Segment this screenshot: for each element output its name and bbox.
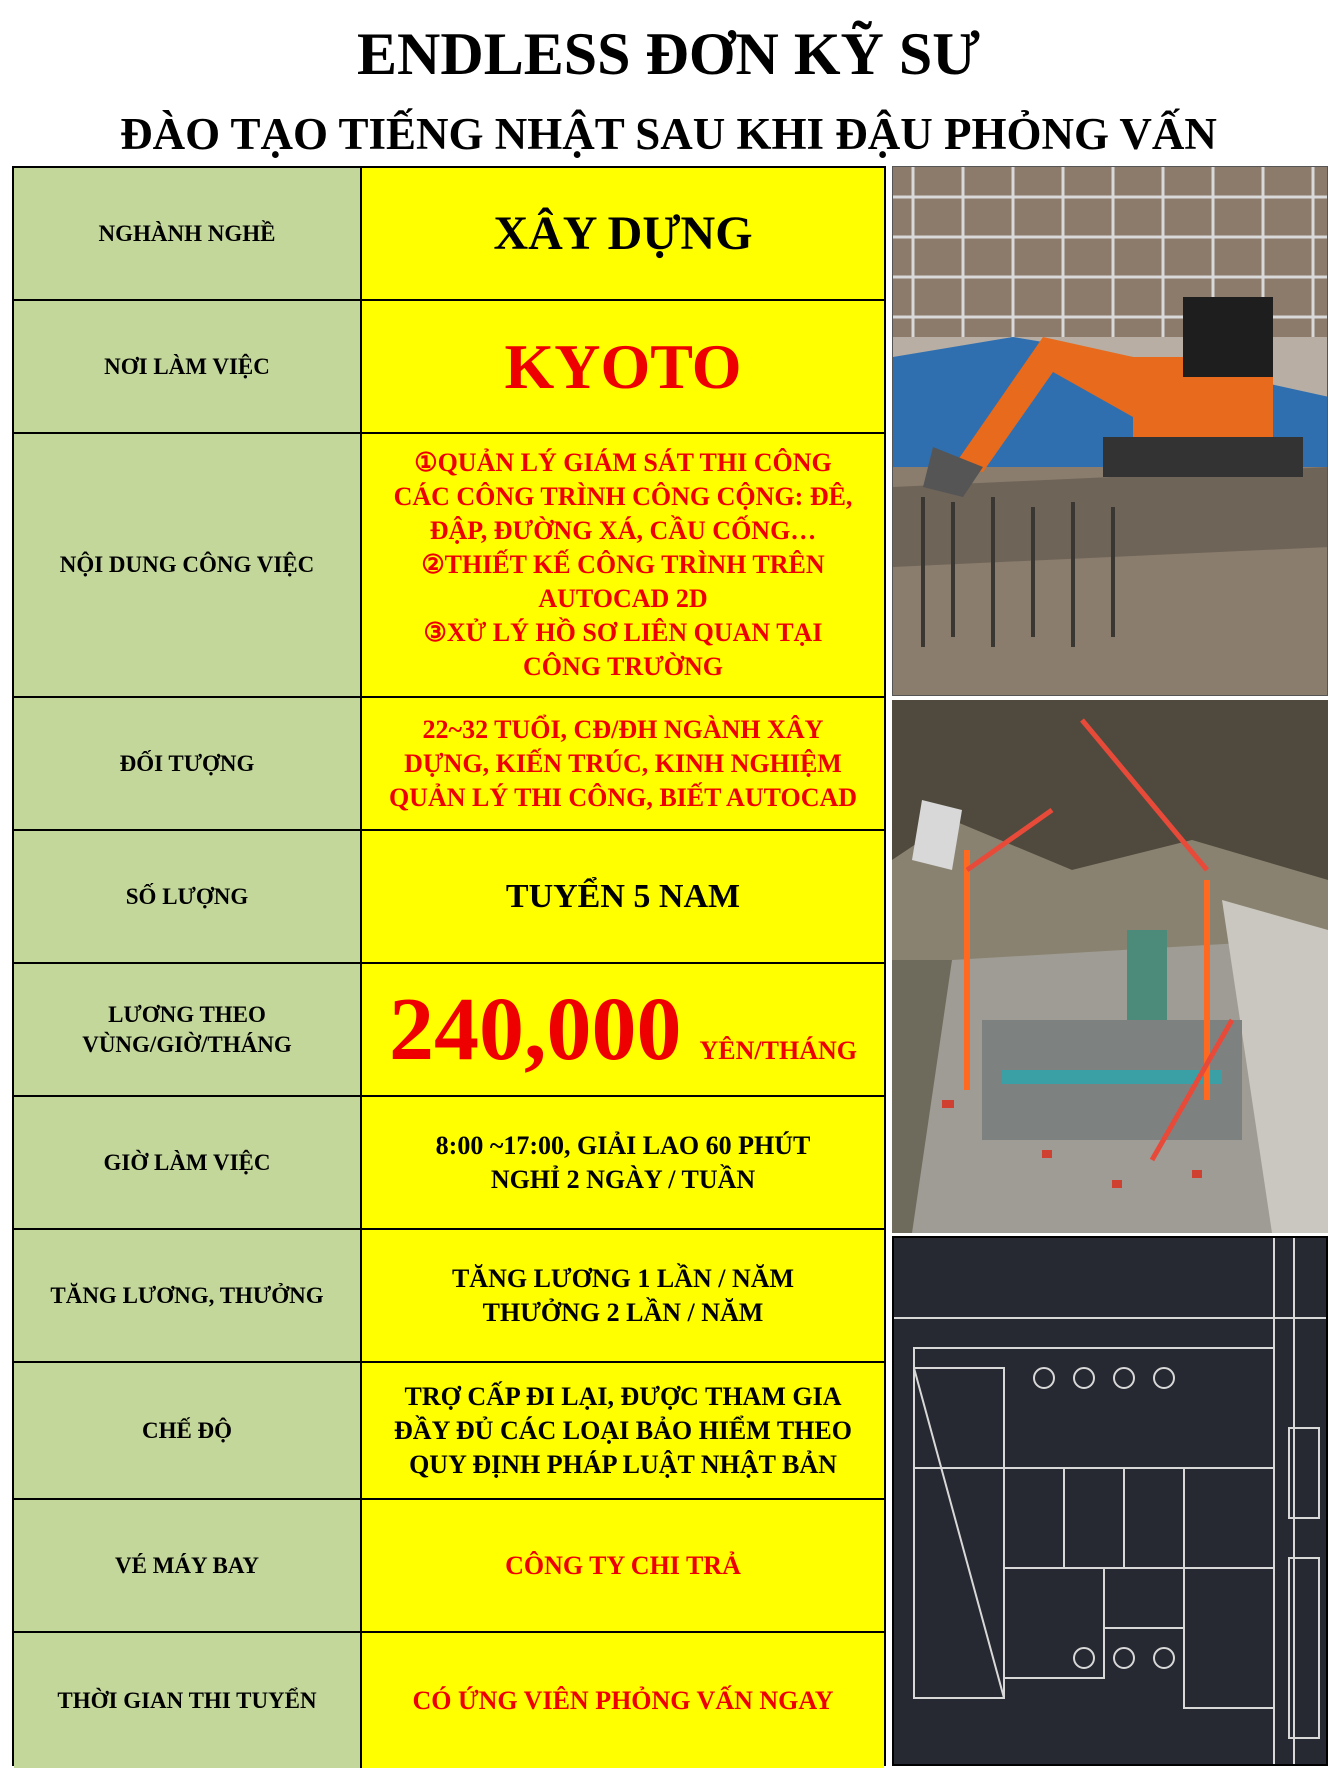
excavator-photo (892, 166, 1328, 696)
label-salary (14, 964, 362, 1097)
label-location: NƠI LÀM VIỆC (14, 301, 362, 434)
label-target: ĐỐI TƯỢNG (14, 698, 362, 831)
value-target (362, 698, 884, 831)
value-interview: CÓ ỨNG VIÊN PHỎNG VẤN NGAY (362, 1633, 884, 1768)
salary-label-line: LƯƠNG THEO (108, 1001, 266, 1027)
target-line: QUẢN LÝ THI CÔNG, BIẾT AUTOCAD (388, 782, 858, 812)
value-raise (362, 1230, 884, 1363)
salary-amount: 240,000 (389, 980, 682, 1079)
benefits-line: QUY ĐỊNH PHÁP LUẬT NHẬT BẢN (409, 1449, 837, 1479)
benefits-line: TRỢ CẤP ĐI LẠI, ĐƯỢC THAM GIA (404, 1381, 842, 1411)
target-line: DỰNG, KIẾN TRÚC, KINH NGHIỆM (404, 748, 842, 778)
duties-line: ②THIẾT KẾ CÔNG TRÌNH TRÊN (421, 550, 825, 579)
value-location: KYOTO (362, 301, 884, 434)
raise-line: THƯỞNG 2 LẦN / NĂM (482, 1297, 764, 1327)
label-interview: THỜI GIAN THI TUYỂN (14, 1633, 362, 1768)
dam-construction-photo (892, 700, 1328, 1233)
duties-line: ĐẬP, ĐƯỜNG XÁ, CẦU CỐNG… (429, 516, 817, 545)
duties-line: ①QUẢN LÝ GIÁM SÁT THI CÔNG (414, 448, 832, 477)
value-salary (362, 964, 884, 1097)
label-duties: NỘI DUNG CÔNG VIỆC (14, 434, 362, 698)
page-title: ENDLESS ĐƠN KỸ SƯ (357, 21, 980, 87)
hours-line: 8:00 ~17:00, GIẢI LAO 60 PHÚT (435, 1130, 811, 1160)
autocad-plan-image (892, 1236, 1328, 1766)
label-ticket: VÉ MÁY BAY (14, 1500, 362, 1633)
value-hours (362, 1097, 884, 1230)
value-benefits (362, 1363, 884, 1500)
label-hours: GIỜ LÀM VIỆC (14, 1097, 362, 1230)
label-quantity: SỐ LƯỢNG (14, 831, 362, 964)
hours-line: NGHỈ 2 NGÀY / TUẦN (490, 1164, 756, 1194)
salary-unit: YÊN/THÁNG (699, 1036, 857, 1065)
salary-label-line: VÙNG/GIỜ/THÁNG (82, 1031, 292, 1057)
value-quantity: TUYỂN 5 NAM (362, 831, 884, 964)
duties-line: AUTOCAD 2D (538, 584, 708, 613)
label-industry: NGHÀNH NGHỀ (14, 168, 362, 301)
label-benefits: CHẾ ĐỘ (14, 1363, 362, 1500)
duties-line: ③XỬ LÝ HỒ SƠ LIÊN QUAN TẠI (423, 618, 823, 647)
value-ticket: CÔNG TY CHI TRẢ (362, 1500, 884, 1633)
value-duties (362, 434, 884, 698)
benefits-line: ĐẦY ĐỦ CÁC LOẠI BẢO HIỂM THEO (394, 1415, 852, 1445)
raise-line: TĂNG LƯƠNG 1 LẦN / NĂM (451, 1263, 795, 1293)
job-info-table (12, 166, 886, 1766)
target-line: 22~32 TUỔI, CĐ/ĐH NGÀNH XÂY (422, 714, 824, 744)
label-raise: TĂNG LƯƠNG, THƯỞNG (14, 1230, 362, 1363)
value-industry: XÂY DỰNG (362, 168, 884, 301)
page-subtitle: ĐÀO TẠO TIẾNG NHẬT SAU KHI ĐẬU PHỎNG VẤN (120, 109, 1217, 159)
duties-line: CÔNG TRƯỜNG (522, 652, 724, 681)
duties-line: CÁC CÔNG TRÌNH CÔNG CỘNG: ĐÊ, (393, 482, 853, 511)
